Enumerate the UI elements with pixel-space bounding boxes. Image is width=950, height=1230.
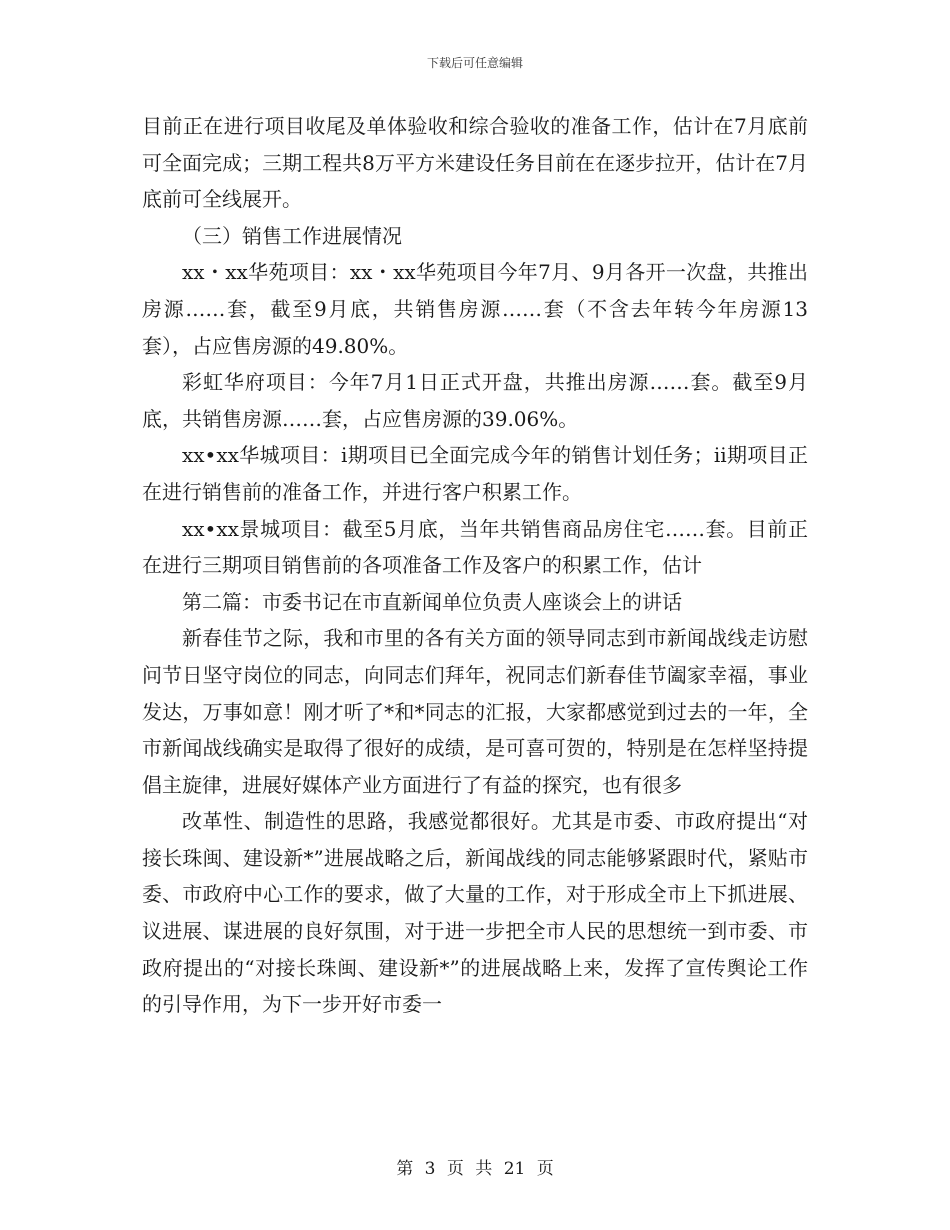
paragraph-caihong-huafu-project: 彩虹华府项目：今年7月1日正式开盘，共推出房源……套。截至9月底，共销售房源……套，占应售房源的39.06%。 [142,370,808,431]
paragraph-spring-festival-greeting: 新春佳节之际，我和市里的各有关方面的领导同志到市新闻战线走访慰问节日坚守岗位的同志，向同志们拜年，祝同志们新春佳节阖家幸福，事业发达，万事如意！刚才听了*和*同志的汇报，大家都感觉到过去的一年，全市新闻战线确实是取得了很好的成绩，是可喜可贺的，特别是在怎样坚持提倡主旋律，进展好媒体产业方面进行了有益的探究，也有很多 [142,626,808,797]
document-body [142,108,808,1023]
chapter-title-second: 第二篇：市委书记在市直新闻单位负责人座谈会上的讲话 [182,589,682,614]
section-heading-sales-progress: （三）销售工作进展情况 [182,223,402,248]
paragraph-jingcheng-project: xx•xx景城项目：截至5月底，当年共销售商品房住宅……套。目前正在进行三期项目销售前的各项准备工作及客户的积累工作，估计 [142,516,808,578]
page-number-footer: 第 3 页 共 21 页 [396,1159,554,1179]
paragraph-project-acceptance: 目前正在进行项目收尾及单体验收和综合验收的准备工作，估计在7月底前可全面完成；三期工程共8万平方米建设任务目前在在逐步拉开，估计在7月底前可全线展开。 [142,114,808,212]
paragraph-reform-ideas: 改革性、制造性的思路，我感觉都很好。尤其是市委、市政府提出“对接长珠闽、建设新*”进展战略之后，新闻战线的同志能够紧跟时代，紧贴市委、市政府中心工作的要求，做了大量的工作，对于形成全市上下抓进展、议进展、谋进展的良好氛围，对于进一步把全市人民的思想统一到市委、市政府提出的“对接长珠闽、建设新*”的进展战略上来，发挥了宣传舆论工作的引导作用，为下一步开好市委一 [142,809,808,1017]
paragraph-huayuan-project: xx・xx华苑项目：xx・xx华苑项目今年7月、9月各开一次盘，共推出房源……套，截至9月底，共销售房源……套（不含去年转今年房源13套），占应售房源的49.80%。 [142,260,808,358]
header-note: 下载后可任意编辑 [426,56,523,70]
paragraph-huacheng-project: xx•xx华城项目：ⅰ期项目已全面完成今年的销售计划任务；ⅱ期项目正在进行销售前的准备工作，并进行客户积累工作。 [142,443,808,504]
